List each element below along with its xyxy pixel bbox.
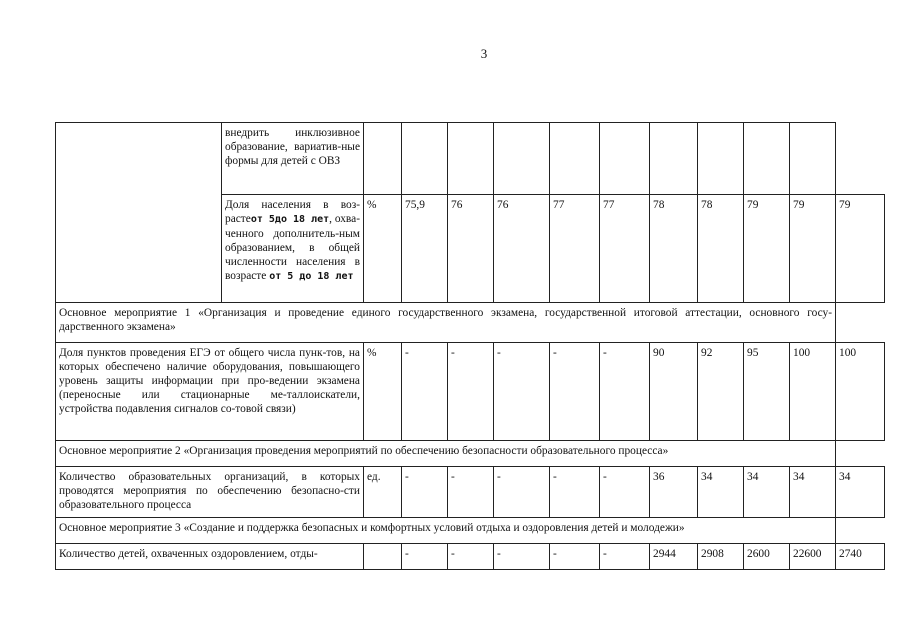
measure-heading: Основное мероприятие 2 «Организация проведения мероприятий по обеспечению безопасности образовательного процесса» (56, 441, 836, 467)
value-cell: 79 (790, 195, 836, 303)
value-cell (600, 123, 650, 195)
value-cell (698, 123, 744, 195)
value-cell: 92 (698, 343, 744, 441)
value-cell: - (402, 343, 448, 441)
unit-cell (364, 123, 402, 195)
value-cell: - (550, 343, 600, 441)
value-cell: 78 (650, 195, 698, 303)
value-cell: 78 (698, 195, 744, 303)
unit-cell: % (364, 195, 402, 303)
value-cell: 75,9 (402, 195, 448, 303)
value-cell: 76 (448, 195, 494, 303)
value-cell (550, 123, 600, 195)
table-row (56, 343, 885, 441)
indicator-cell (222, 195, 364, 303)
indicators-table (55, 122, 885, 570)
value-cell: 79 (744, 195, 790, 303)
unit-cell (364, 544, 402, 570)
value-cell (650, 123, 698, 195)
value-cell: - (600, 343, 650, 441)
value-cell (494, 123, 550, 195)
value-cell: 2944 (650, 544, 698, 570)
value-cell: 77 (550, 195, 600, 303)
value-cell: 34 (698, 467, 744, 518)
value-cell: 22600 (790, 544, 836, 570)
value-cell: - (448, 467, 494, 518)
indicator-cell: Доля пунктов проведения ЕГЭ от общего числа пунк-тов, на которых обеспечено наличие оборудования, повышающего уровень защиты информации при про-ведении экзамена (переносные или стационарные ме-таллоискатели, устройства подавления сигналов со-товой связи) (56, 343, 364, 441)
table-row (56, 467, 885, 518)
value-cell: 100 (790, 343, 836, 441)
indicator-text: Доля населения в воз-расте (225, 199, 360, 225)
table-row (56, 123, 885, 195)
table-row (56, 303, 885, 343)
value-cell: 34 (836, 467, 885, 518)
value-cell (402, 123, 448, 195)
value-cell: 100 (836, 343, 885, 441)
value-cell: 90 (650, 343, 698, 441)
value-cell: - (402, 544, 448, 570)
value-cell: 77 (600, 195, 650, 303)
measure-heading: Основное мероприятие 3 «Создание и поддержка безопасных и комфортных условий отдыха и оздоровления детей и молодежи» (56, 518, 836, 544)
value-cell (744, 123, 790, 195)
value-cell (790, 123, 836, 195)
table-row (56, 518, 885, 544)
value-cell: 2600 (744, 544, 790, 570)
value-cell: - (402, 467, 448, 518)
value-cell (448, 123, 494, 195)
indicator-cell: Количество образовательных организаций, в которых проводятся мероприятия по обеспечению безопасно-сти образовательного процесса (56, 467, 364, 518)
value-cell: - (600, 467, 650, 518)
value-cell: 36 (650, 467, 698, 518)
value-cell: 2908 (698, 544, 744, 570)
value-cell: - (448, 544, 494, 570)
value-cell: 2740 (836, 544, 885, 570)
value-cell: - (494, 544, 550, 570)
value-cell: - (600, 544, 650, 570)
table-row (56, 544, 885, 570)
indicator-cell: внедрить инклюзивное образование, вариатив-ные формы для детей с ОВЗ (222, 123, 364, 195)
unit-cell: ед. (364, 467, 402, 518)
value-cell: - (494, 467, 550, 518)
value-cell: - (550, 544, 600, 570)
value-cell: 76 (494, 195, 550, 303)
table-row (56, 441, 885, 467)
value-cell: 34 (790, 467, 836, 518)
age-range-text: от 5 до 18 лет (269, 271, 354, 282)
indicator-text: , охва-ченного дополнитель-ным образованием, в общей численности населения в возрасте (225, 213, 361, 282)
indicator-cell: Количество детей, охваченных оздоровлением, отды- (56, 544, 364, 570)
value-cell: - (494, 343, 550, 441)
age-range-text: от 5до 18 лет (250, 214, 330, 225)
value-cell: - (550, 467, 600, 518)
value-cell: 95 (744, 343, 790, 441)
empty-cell (56, 123, 222, 303)
value-cell: 79 (836, 195, 885, 303)
value-cell: 34 (744, 467, 790, 518)
page-number: 3 (480, 46, 488, 61)
measure-heading: Основное мероприятие 1 «Организация и проведение единого государственного экзамена, государственной итоговой аттестации, основного госу-дарственного экзамена» (56, 303, 836, 343)
value-cell: - (448, 343, 494, 441)
unit-cell: % (364, 343, 402, 441)
